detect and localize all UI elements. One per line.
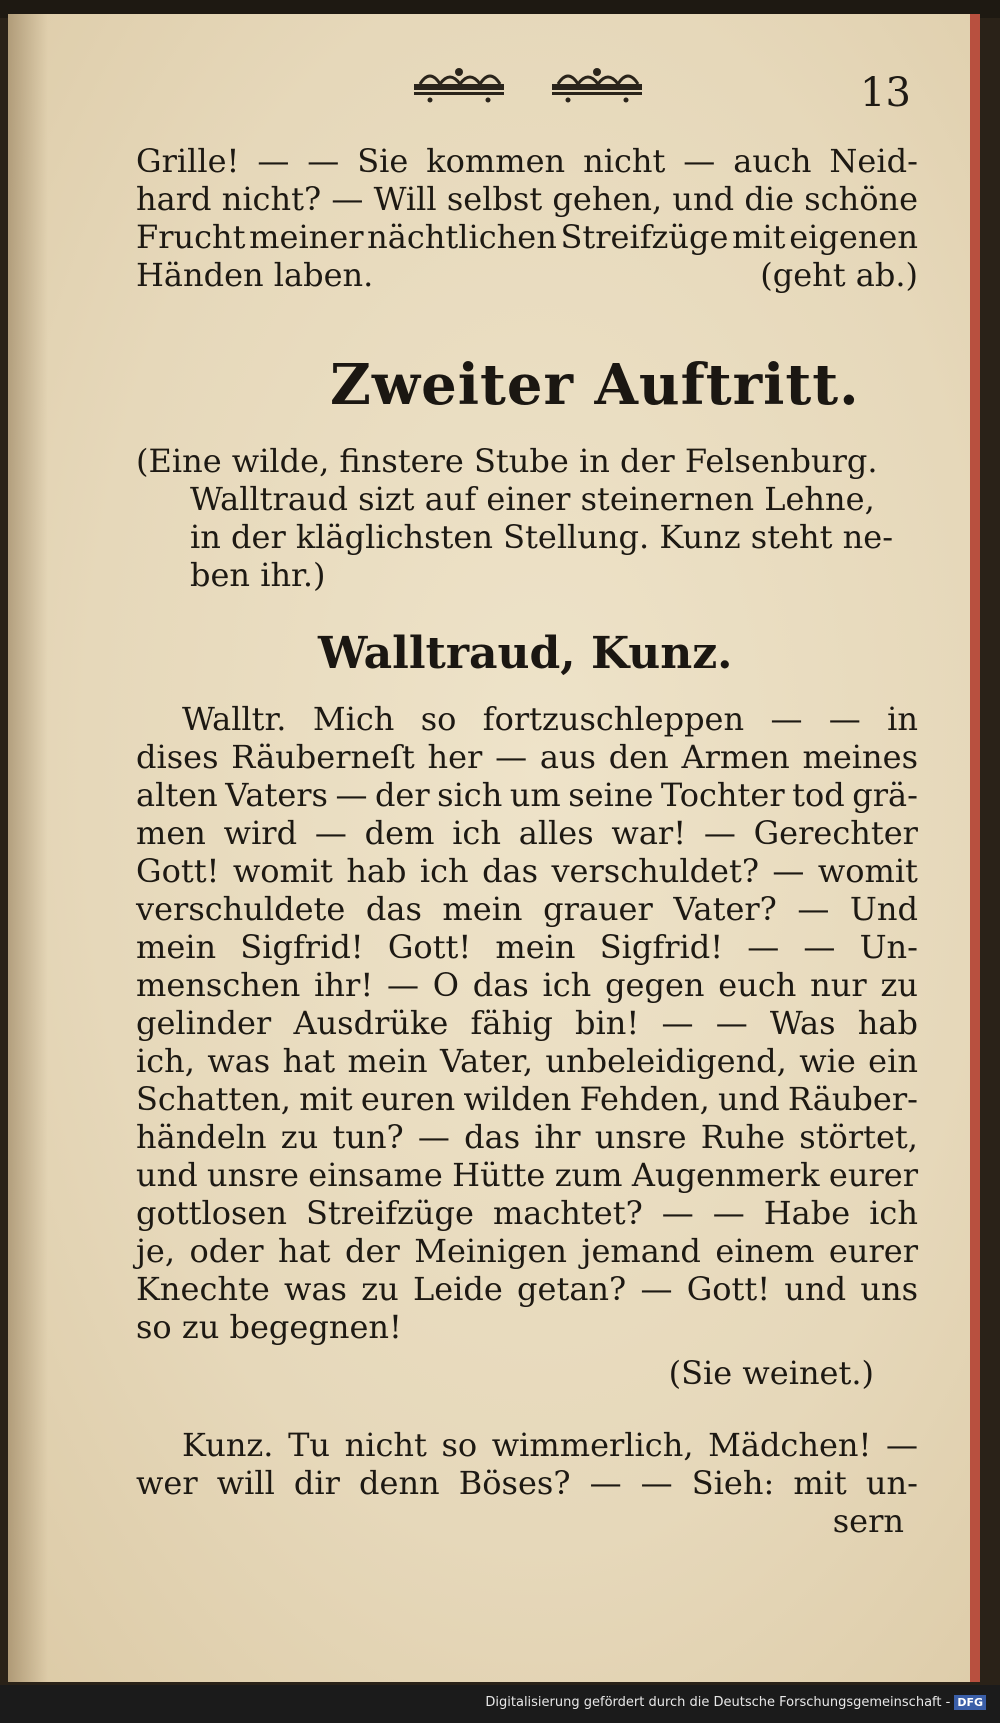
- word: Fehden,: [579, 1080, 710, 1118]
- word: alles: [518, 814, 594, 852]
- word: um: [509, 776, 561, 814]
- text-line: [136, 1080, 918, 1118]
- text-line: [136, 700, 918, 738]
- text-line: [136, 256, 918, 294]
- word: —: [770, 700, 803, 738]
- word: Mich: [312, 700, 395, 738]
- word: gehen,: [552, 180, 663, 218]
- word: eigenen: [789, 218, 918, 256]
- word: —: [661, 1194, 694, 1232]
- word: mein: [136, 928, 217, 966]
- word: Frucht: [136, 218, 246, 256]
- word: Meinigen: [414, 1232, 568, 1270]
- word: das: [472, 966, 529, 1004]
- word: eurer: [828, 1232, 918, 1270]
- text-line: [136, 1270, 918, 1308]
- word: Räuber-: [787, 1080, 918, 1118]
- word: euch: [718, 966, 797, 1004]
- word: fähig: [470, 1004, 553, 1042]
- word: Sigfrid!: [599, 928, 724, 966]
- top-paragraph: [136, 142, 918, 294]
- word: aus: [539, 738, 596, 776]
- word: —: [683, 142, 716, 180]
- word: —: [885, 1426, 918, 1464]
- word: ich,: [136, 1042, 195, 1080]
- word: —: [797, 890, 830, 928]
- word: Walltr.: [182, 700, 287, 738]
- word: Hütte: [452, 1156, 546, 1194]
- catchword: sern: [832, 1502, 904, 1540]
- dialog-walltraud: [136, 700, 918, 1392]
- text-line: (Eine wilde, finstere Stube in der Felsenburg.: [136, 442, 878, 480]
- word: gottlosen: [136, 1194, 287, 1232]
- word: Neid-: [829, 142, 918, 180]
- word: unsre: [207, 1156, 299, 1194]
- word: dir: [293, 1464, 340, 1502]
- word: was: [207, 1042, 271, 1080]
- word: so: [441, 1426, 478, 1464]
- word: auch: [733, 142, 812, 180]
- word: —: [772, 852, 805, 890]
- dialog-kunz: [136, 1426, 918, 1540]
- word: und: [136, 1156, 198, 1194]
- word: so: [420, 700, 457, 738]
- word: was: [284, 1270, 347, 1308]
- word: und: [717, 1080, 780, 1118]
- word: men: [136, 814, 206, 852]
- word: je,: [136, 1232, 176, 1270]
- text-line: [136, 1194, 918, 1232]
- word: und: [784, 1270, 847, 1308]
- text-line: [136, 218, 918, 256]
- word: Ausdrüke: [293, 1004, 449, 1042]
- word: einem: [715, 1232, 815, 1270]
- word: mit: [732, 218, 786, 256]
- word: Habe: [763, 1194, 851, 1232]
- word: die: [744, 180, 794, 218]
- word: gelinder: [136, 1004, 272, 1042]
- dfg-logo: DFG: [954, 1695, 986, 1710]
- word: Gott!: [387, 928, 472, 966]
- footer-credit-text: Digitalisierung gefördert durch die Deutsche Forschungsgemeinschaft -: [485, 1695, 951, 1710]
- word: uns: [860, 1270, 918, 1308]
- word: machtet?: [492, 1194, 643, 1232]
- word: Schatten,: [136, 1080, 291, 1118]
- word: Augenmerk: [631, 1156, 820, 1194]
- word: Vater,: [440, 1042, 533, 1080]
- word: und: [672, 180, 735, 218]
- word: Gott!: [686, 1270, 771, 1308]
- word: ich: [869, 1194, 918, 1232]
- word: nächtlichen: [367, 218, 557, 256]
- text-line: [136, 814, 918, 852]
- word: Sigfrid!: [240, 928, 364, 966]
- word: in: [887, 700, 918, 738]
- word: ihr: [534, 1118, 581, 1156]
- word: Tochter: [660, 776, 785, 814]
- word: verschuldet?: [551, 852, 759, 890]
- word: —: [307, 142, 340, 180]
- word: fortzuschleppen: [482, 700, 745, 738]
- word: mit: [793, 1464, 847, 1502]
- word: denn: [359, 1464, 440, 1502]
- word: grauer: [543, 890, 653, 928]
- word: womit: [232, 852, 333, 890]
- text-line: [136, 1004, 918, 1042]
- word: den: [608, 738, 669, 776]
- text-line: [136, 1426, 918, 1464]
- word: Grille!: [136, 142, 240, 180]
- text-line: [136, 1118, 918, 1156]
- word: einsame: [308, 1156, 443, 1194]
- text-line: [136, 1042, 918, 1080]
- word: O: [432, 966, 459, 1004]
- word: getan?: [517, 1270, 627, 1308]
- word: ich: [542, 966, 592, 1004]
- word: Sieh:: [691, 1464, 775, 1502]
- word: tod: [792, 776, 845, 814]
- word: der: [374, 776, 430, 814]
- word: wie: [799, 1042, 856, 1080]
- ornament-left-icon: [410, 64, 508, 104]
- word: meiner: [249, 218, 364, 256]
- word: der: [345, 1232, 400, 1270]
- word: Streifzüge: [560, 218, 729, 256]
- word: dises: [136, 738, 219, 776]
- word: dem: [364, 814, 435, 852]
- word: sich: [437, 776, 503, 814]
- word: ein: [868, 1042, 918, 1080]
- word: hat: [282, 1042, 336, 1080]
- text-line: [136, 1232, 918, 1270]
- text-line: so zu begegnen!: [136, 1308, 402, 1346]
- footer-credit: [485, 1695, 986, 1710]
- word: Armen: [681, 738, 790, 776]
- word: —: [495, 738, 528, 776]
- word: wilden: [463, 1080, 572, 1118]
- word: alten: [136, 776, 218, 814]
- word: ihr!: [314, 966, 374, 1004]
- word: meines: [802, 738, 918, 776]
- word: —: [640, 1464, 673, 1502]
- text-line: [136, 890, 918, 928]
- scene-title: Zweiter Auftritt.: [330, 352, 860, 418]
- word: schöne: [804, 180, 918, 218]
- word: euren: [360, 1080, 456, 1118]
- word: —: [715, 1004, 748, 1042]
- word: zu: [280, 1118, 319, 1156]
- word: störtet,: [799, 1118, 918, 1156]
- word: unsre: [594, 1118, 687, 1156]
- word: zum: [554, 1156, 623, 1194]
- word: händeln: [136, 1118, 267, 1156]
- word: gegen: [605, 966, 705, 1004]
- word: grä-: [852, 776, 918, 814]
- word: nicht: [583, 142, 666, 180]
- page-gutter-shadow: [8, 14, 48, 1682]
- word: das: [464, 1118, 521, 1156]
- word: Mädchen!: [708, 1426, 872, 1464]
- word: Gott!: [136, 852, 220, 890]
- word: un-: [865, 1464, 918, 1502]
- word: selbst: [446, 180, 543, 218]
- word: hard: [136, 180, 212, 218]
- word: —: [589, 1464, 622, 1502]
- word: das: [365, 890, 422, 928]
- word: bin!: [575, 1004, 640, 1042]
- text-line: [136, 180, 918, 218]
- word: war!: [611, 814, 687, 852]
- word: Räuberneſt: [231, 738, 415, 776]
- word: Vaters: [225, 776, 328, 814]
- word: Und: [849, 890, 918, 928]
- word: —: [331, 180, 364, 218]
- word: —: [747, 928, 780, 966]
- word: Streifzüge: [305, 1194, 474, 1232]
- word: unbeleidigend,: [545, 1042, 787, 1080]
- word: verschuldete: [136, 890, 346, 928]
- text-line: [136, 776, 918, 814]
- word: zu: [880, 966, 918, 1004]
- text-line: Walltraud sizt auf einer steinernen Lehne,: [190, 480, 875, 518]
- word: zu: [361, 1270, 399, 1308]
- word: Un-: [859, 928, 918, 966]
- word: oder: [189, 1232, 264, 1270]
- word: jemand: [581, 1232, 701, 1270]
- text-line: [136, 1156, 918, 1194]
- stage-direction-exit: (geht ab.): [760, 256, 918, 294]
- word: kommen: [426, 142, 566, 180]
- text-line-start: Händen laben.: [136, 256, 374, 294]
- word: her: [427, 738, 483, 776]
- ornament-right-icon: [548, 64, 646, 104]
- digitization-footer: [0, 1685, 1000, 1723]
- word: will: [216, 1464, 275, 1502]
- text-line: [136, 928, 918, 966]
- word: hat: [277, 1232, 331, 1270]
- text-line: in der kläglichsten Stellung. Kunz steht ne-: [190, 518, 893, 556]
- word: —: [335, 776, 368, 814]
- word: —: [828, 700, 861, 738]
- word: Sie: [357, 142, 409, 180]
- word: Knechte: [136, 1270, 270, 1308]
- word: wird: [223, 814, 298, 852]
- word: nicht: [344, 1426, 427, 1464]
- word: Böses?: [458, 1464, 571, 1502]
- word: —: [712, 1194, 745, 1232]
- word: nicht?: [221, 180, 322, 218]
- word: seine: [568, 776, 654, 814]
- word: —: [640, 1270, 673, 1308]
- text-line: [136, 142, 918, 180]
- word: —: [661, 1004, 694, 1042]
- text-line: [136, 966, 918, 1004]
- word: wer: [136, 1464, 198, 1502]
- word: —: [386, 966, 419, 1004]
- word: —: [703, 814, 736, 852]
- word: Was: [769, 1004, 836, 1042]
- word: Tu: [288, 1426, 331, 1464]
- word: Vater?: [673, 890, 777, 928]
- header-ornaments: [410, 64, 646, 104]
- word: womit: [817, 852, 918, 890]
- word: —: [257, 142, 290, 180]
- stage-direction-weeps: (Sie weinet.): [668, 1354, 874, 1392]
- word: ich: [419, 852, 469, 890]
- word: Ruhe: [700, 1118, 786, 1156]
- word: hab: [857, 1004, 918, 1042]
- text-line: [136, 1464, 918, 1502]
- word: mein: [495, 928, 576, 966]
- text-line: ben ihr.): [190, 556, 326, 594]
- page-number: 13: [860, 70, 911, 116]
- word: mein: [347, 1042, 428, 1080]
- word: Kunz.: [182, 1426, 274, 1464]
- word: Gerechter: [753, 814, 918, 852]
- speakers-heading: Walltraud, Kunz.: [318, 628, 733, 679]
- text-line: [136, 738, 918, 776]
- word: mein: [442, 890, 523, 928]
- word: das: [482, 852, 539, 890]
- word: hab: [346, 852, 407, 890]
- word: wimmerlich,: [491, 1426, 694, 1464]
- scene-description: [136, 442, 916, 594]
- word: —: [803, 928, 836, 966]
- word: Will: [373, 180, 437, 218]
- word: nur: [810, 966, 867, 1004]
- word: Leide: [412, 1270, 503, 1308]
- text-line: [136, 852, 918, 890]
- word: —: [417, 1118, 450, 1156]
- word: —: [314, 814, 347, 852]
- word: tun?: [332, 1118, 404, 1156]
- word: ich: [452, 814, 501, 852]
- word: menschen: [136, 966, 301, 1004]
- word: eurer: [828, 1156, 918, 1194]
- word: mit: [299, 1080, 353, 1118]
